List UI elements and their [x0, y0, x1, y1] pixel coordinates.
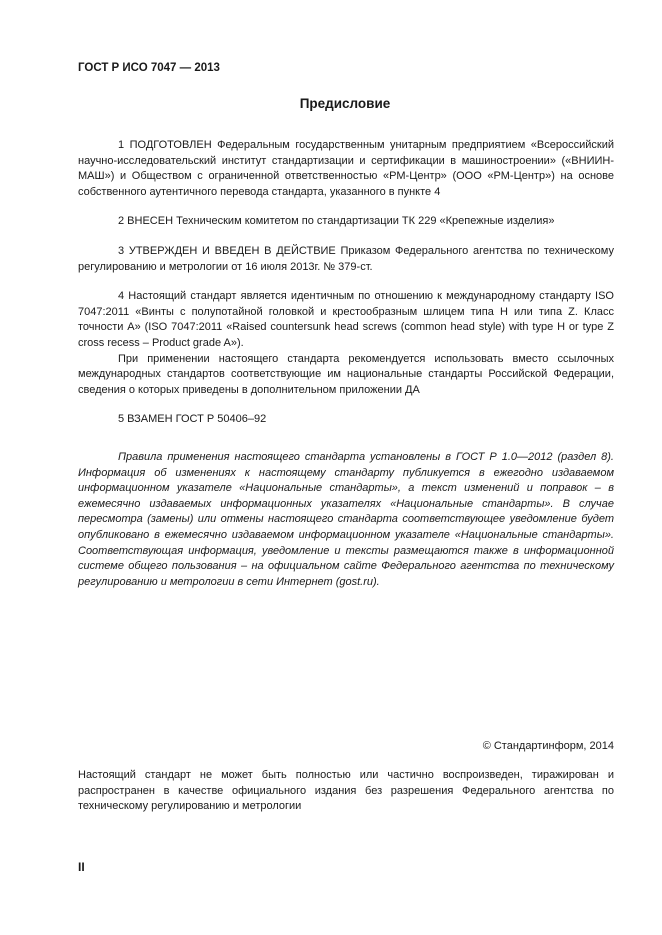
- foreword-body: [78, 138, 614, 428]
- paragraph-5: 5 ВЗАМЕН ГОСТ Р 50406–92: [118, 413, 267, 426]
- paragraph-2: 2 ВНЕСЕН Техническим комитетом по стандартизации ТК 229 «Крепежные изделия»: [118, 215, 555, 228]
- page-title: Предисловие: [299, 96, 391, 111]
- application-rules-notice: Правила применения настоящего стандарта установлены в ГОСТ Р 1.0—2012 (раздел 8). Информация об изменениях к настоящему стандарту публикуется в ежегодно издаваемом информационном указателе «Национальные стандарты», а текст изменений и поправок – в ежемесячно издаваемых информационных указателях «Национальные стандарты». В случае пересмотра (замены) или отмены настоящего стандарта соответствующее уведомление будет опубликовано в ежемесячно издаваемом информационном указателе «Национальные стандарты». Соответствующая информация, уведомление и тексты размещаются также в информационной системе общего пользования – на официальном сайте Федерального агентства по техническому регулированию и метрологии в сети Интернет (gost.ru).: [78, 451, 614, 588]
- paragraph-3: 3 УТВЕРЖДЕН И ВВЕДЕН В ДЕЙСТВИЕ Приказом Федерального агентства по техническому регулированию и метрологии от 16 июля 2013г. № 379-ст.: [78, 244, 614, 273]
- copyright: © Стандартинформ, 2014: [482, 740, 614, 752]
- paragraph-4: 4 Настоящий стандарт является идентичным по отношению к международному стандарту ISO 7047:2011 «Винты с полупотайной головкой и крестообразным шлицем типа H или типа Z. Класс точности A» (ISO 7047:2011 «Raised countersunk head screws (common head style) with type H or type Z cross recess – Product grade A»).: [78, 290, 614, 349]
- standard-header: ГОСТ Р ИСО 7047 — 2013: [78, 62, 220, 74]
- paragraph-4b: При применении настоящего стандарта рекомендуется использовать вместо ссылочных международных стандартов соответствующие им национальные стандарты Российской Федерации, сведения о которых приведены в дополнительном приложении ДА: [78, 352, 614, 396]
- page-number: II: [78, 860, 85, 874]
- reproduction-notice: Настоящий стандарт не может быть полностью или частично воспроизведен, тиражирован и распространен в качестве официального издания без разрешения Федерального агентства по техническому регулированию и метрологии: [78, 769, 614, 813]
- paragraph-1: 1 ПОДГОТОВЛЕН Федеральным государственным унитарным предприятием «Всероссийский научно-исследовательский институт стандартизации и сертификации в машиностроении» («ВНИИН-МАШ») и Обществом с ограниченной ответственностью «РМ-Центр» (ООО «РМ-Центр») на основе собственного аутентичного перевода стандарта, указанного в пункте 4: [78, 139, 614, 198]
